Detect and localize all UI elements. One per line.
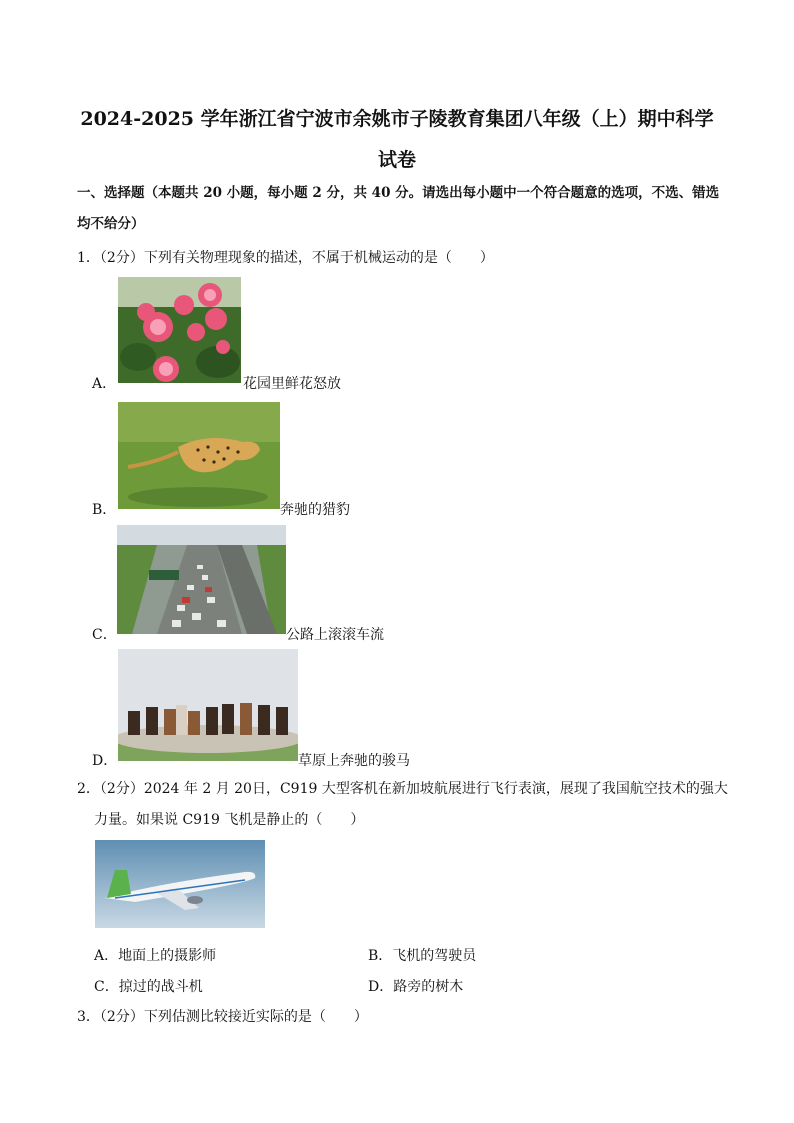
highway-traffic-photo: [117, 525, 286, 634]
q1-option-c-text: 公路上滚滚车流: [286, 627, 384, 643]
running-horses-photo: [118, 649, 298, 761]
q2-option-d-text: 路旁的树木: [393, 979, 464, 995]
exam-title-line2: 试卷: [377, 149, 416, 171]
q1-option-d-text: 草原上奔驰的骏马: [298, 753, 410, 769]
q2-option-d-letter: D．: [368, 979, 394, 995]
q2-option-a-text: 地面上的摄影师: [118, 948, 217, 964]
q2-option-c-text: 掠过的战斗机: [118, 979, 203, 995]
section-heading-line1: 一、选择题（本题共 20 小题，每小题 2 分，共 40 分。请选出每小题中一个符合题意的选项，不选、错选: [77, 185, 720, 201]
q1-option-b-letter: B．: [92, 502, 117, 518]
q2-option-b: [368, 945, 476, 965]
section-heading: [77, 178, 727, 240]
question-2-line2: 力量。如果说 C919 飞机是静止的（ ）: [94, 812, 365, 828]
q1-option-b-text: 奔驰的猎豹: [280, 502, 350, 518]
q2-option-b-letter: B．: [368, 948, 393, 964]
q2-option-b-text: 飞机的驾驶员: [392, 948, 477, 964]
q1-option-a-letter: A．: [92, 376, 117, 392]
q2-option-d: [368, 976, 463, 996]
question-3-stem: 3．（2分）下列估测比较接近实际的是（ ）: [77, 1009, 368, 1025]
section-heading-line2: 均不给分）: [77, 216, 145, 232]
c919-airplane-photo: [95, 840, 265, 928]
q2-option-c: [94, 976, 203, 996]
exam-title-line1: 2024-2025 学年浙江省宁波市余姚市子陵教育集团八年级（上）期中科学: [80, 108, 714, 130]
cheetah-photo: [118, 402, 280, 509]
q1-option-d-letter: D．: [92, 753, 118, 769]
question-1-stem: 1．（2分）下列有关物理现象的描述，不属于机械运动的是（ ）: [77, 250, 494, 266]
q2-option-a-letter: A．: [94, 948, 119, 964]
q1-option-c-letter: C．: [92, 627, 117, 643]
roses-photo: [118, 277, 241, 383]
q1-option-a-text: 花园里鲜花怒放: [243, 376, 341, 392]
question-2-line1: 2．（2分）2024 年 2 月 20日，C919 大型客机在新加坡航展进行飞行表演，展现了我国航空技术的强大: [77, 781, 728, 797]
q2-option-c-letter: C．: [94, 979, 119, 995]
q2-option-a: [94, 945, 216, 965]
